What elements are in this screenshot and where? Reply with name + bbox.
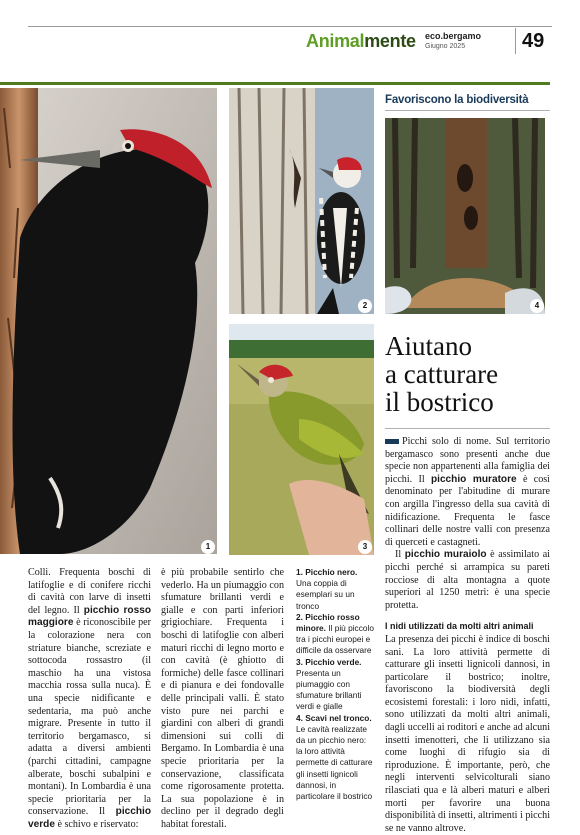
caption: 1. Picchio nero. Una coppia di esemplari su un tronco	[296, 567, 358, 611]
header-rule	[28, 26, 552, 27]
article-headline: Aiutano a catturare il bostrico	[385, 331, 499, 417]
sidebar-title: Favoriscono la biodiversità	[385, 94, 529, 106]
photo-black-woodpecker	[0, 88, 217, 554]
lead-marker	[385, 439, 399, 444]
caption: 2. Picchio rosso minore. Il più piccolo tra i picchi europei e difficile da osservare	[296, 611, 374, 656]
sidebar-body: Picchi solo di nome. Sul territorio bergamasco sono presenti anche due specie non appartenenti alla famiglia dei picchi. Il picchio muratore è così denominato per l'abitudine di murare con argilla l'ingresso della sua cavità di nidificazione. Frequenta le fasce collinari delle nostre valli con presenza di querceti e castagneti. Il picchio muraiolo è assimilato ai picchi perché si arrampica su pareti rocciose di alta montagna a quote superiori al 1250 metri: è una specie protetta. I nidi utilizzati da molti altri animali La presenza dei picchi è indice di boschi sani. La loro attività permette di catturare gli insetti lignicoli dannosi, in particolare il bostrico; inoltre, favoriscono la biodiversità degli ecosistemi forestali: i loro nidi, infatti, sono utilizzati da molti altri animali, dagli uccelli ai roditori e anche ad alcuni insetti imenotteri, che li utilizzano sia come luoghi di rifugio sia di riproduzione. È importante, però, che negli interventi selvicolturali siano rilasciati qua e là alberi maturi e alberi morti per favorire una buona disponibilità di insetti, altrimenti i picchi se ne vanno altrove.	[385, 436, 550, 834]
photo-number-badge: 3	[358, 540, 372, 554]
publication-date: Giugno 2025	[425, 43, 466, 50]
photo-tree-cavity	[385, 118, 545, 314]
publication-brand: eco.bergamo	[425, 31, 482, 41]
photo-green-woodpecker	[229, 324, 374, 555]
photo-captions	[296, 567, 374, 802]
photo-number-badge: 2	[358, 299, 372, 313]
photo-spotted-woodpecker	[229, 88, 374, 314]
subheading: I nidi utilizzati da molti altri animali	[385, 621, 534, 632]
header-separator	[515, 28, 516, 54]
photo-number-badge: 4	[530, 299, 544, 313]
article-column-2: è più probabile sentirlo che vederlo. Ha un piumaggio con sfumature brillanti verdi e gialle e con parti inferiori grigiochiare. Frequenta i boschi di latifoglie con alberi maturi ricchi di legno morto e con cavità (è ghiotto di formiche) delle fasce collinari e di pianura e dei fondovalle delle principali valli. È stato visto pure nei parchi e giardini con alberi di grandi dimensioni sui colli di Bergamo. In Lombardia è una specie prioritaria per la conservazione, classificata come rigorosamente protetta. La sua popolazione è in declino per il degrado degli habitat forestali.	[161, 567, 284, 830]
caption: 3. Picchio verde. Presenta un piumaggio con sfumature brillanti verdi e gialle	[296, 656, 362, 712]
section-title: Animalmente	[306, 31, 416, 51]
page-number: 49	[522, 30, 545, 52]
sidebar-rule	[385, 110, 550, 111]
headline-rule	[385, 428, 550, 429]
section-bar	[0, 82, 550, 85]
photo-number-badge: 1	[201, 540, 215, 554]
caption: 4. Scavi nel tronco. Le cavità realizzate da un picchio nero: la loro attività permette di catturare gli insetti lignicoli dannosi, in particolare il bostrico	[296, 712, 373, 802]
article-column-1: Colli. Frequenta boschi di latifoglie e di conifere ricchi di cavità con larve di insetti del legno. Il picchio rosso maggiore è riconoscibile per la colorazione nera con striature bianche, screziate e sottocoda rossastro (il maschio ha una vistosa macchia rossa sulla nuca). È una specie nidificante e sedentaria, ma può anche migrare. Presente in tutto il territorio bergamasco, si adatta a diversi ambienti (parchi cittadini, campagne alberate, boschi subalpini e montani). In Lombardia è una specie prioritaria per la conservazione. Il picchio verde è schivo e riservato:	[28, 567, 151, 830]
